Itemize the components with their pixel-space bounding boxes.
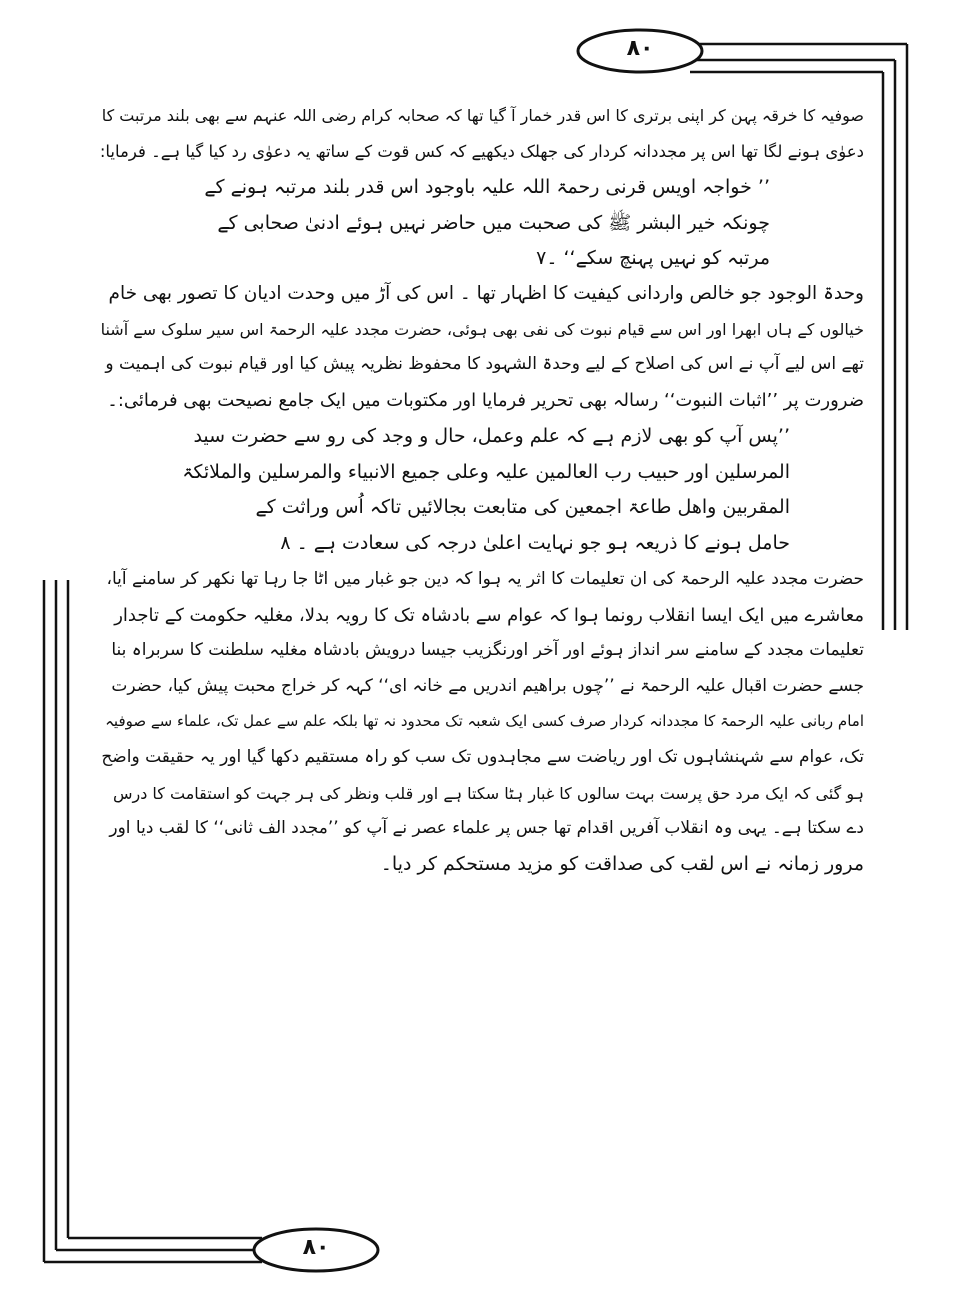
text-line: معاشرے میں ایک ایسا انقلاب رونما ہوا کہ عوام سے بادشاہ تک کا رویہ بدلا، مغلیہ حکومت کے تاجدار — [114, 604, 864, 626]
text-line: امام ربانی علیہ الرحمۃ کا مجددانہ کردار صرف کسی ایک شعبہ تک محدود نہ تھا بلکہ علم سے عمل تک، علماء سے صوفیہ — [105, 712, 864, 731]
page-number-top: ۸۰ — [626, 36, 654, 61]
text-line: مرور زمانہ نے اس لقب کی صداقت کو مزید مستحکم کر دیا۔ — [380, 852, 864, 875]
text-line: دعوٰی ہونے لگا تھا اس پر مجددانہ کردار کی جھلک دیکھیے کہ کس قوت کے ساتھ یہ دعوٰی رد کیا گیا ہے۔ فرمایا: — [100, 141, 864, 161]
text-line: تک، عوام سے شہنشاہوں تک اور ریاضت سے مجاہدوں تک سب کو راہ مستقیم دکھا گیا اور یہ حقیقت واضح — [101, 746, 864, 767]
quote-line: چونکہ خیر البشر ﷺ کی صحبت میں حاضر نہیں ہوئے ادنیٰ صحابی کے — [217, 211, 770, 234]
text-line: وحدۃ الوجود جو خالص واردانی کیفیت کا اظہار تھا ۔ اس کی آڑ میں وحدت ادیان کا تصور بھی خام — [108, 283, 864, 304]
quote-line: ’’پس آپ کو بھی لازم ہے کہ علم وعمل، حال و وجد کی رو سے حضرت سید — [193, 425, 790, 447]
text-line: جسے حضرت اقبال علیہ الرحمۃ نے ’’چوں براھیم اندریں مے خانہ ای‘‘ کہہ کر خراج محبت پیش کیا، حضرت — [111, 675, 864, 696]
text-line: ضرورت پر ’’اثبات النبوت‘‘ رسالہ بھی تحریر فرمایا اور مکتوبات میں ایک جامع نصیحت بھی فرمائی:۔ — [107, 389, 864, 411]
quote-line: المقربین واھل طاعۃ اجمعین کی متابعت بجالائیں تاکہ اُس وراثت کے — [255, 496, 790, 519]
text-line: دے سکتا ہے۔ یہی وہ انقلاب آفریں اقدام تھا جس پر علماء عصر نے آپ کو ’’مجدد الف ثانی‘‘ کا لقب دیا اور — [109, 818, 864, 839]
text-line: حضرت مجدد علیہ الرحمۃ کی ان تعلیمات کا اثر یہ ہوا کہ دین جو غبار میں اٹا جا رہا تھا نکھر کر سامنے آیا، — [106, 569, 864, 589]
text-line: تعلیمات مجدد کے سامنے سر انداز ہوئے اور آخر اورنگزیب جیسا درویش بادشاہ مغلیہ سلطنت کا سربراہ بنا — [111, 640, 864, 661]
quote-line: حامل ہونے کا ذریعہ ہو جو نہایت اعلیٰ درجہ کی سعادت ہے ۔ ۸ — [280, 531, 790, 554]
quote-line: ’’ خواجہ اویس قرنی رحمۃ اللہ علیہ باوجود اس قدر بلند مرتبہ ہونے کے — [204, 176, 770, 198]
text-line: صوفیہ کا خرقہ پہن کر اپنی برتری کا اس قدر خمار آ گیا تھا کہ صحابہ کرام رضی اللہ عنہم سے بھی بلند مرتبت کا — [101, 106, 864, 125]
page-number-bottom: ۸۰ — [302, 1235, 330, 1260]
quote-line: المرسلین اور حبیب رب العالمین علیہ وعلی جمیع الانبیاء والمرسلین والملائکۃ — [182, 460, 790, 483]
quote-line: مرتبہ کو نہیں پہنچ سکے‘‘ ۔۷ — [536, 247, 770, 270]
paragraph-intro — [100, 98, 864, 169]
text-line: تھے اس لیے آپ نے اس کی اصلاح کے لیے وحدۃ الشہود کا محفوظ نظریہ پیش کیا اور قیام نبوت کی اہمیت و — [105, 354, 864, 375]
text-line: ہو گئی کہ ایک مرد حق پرست بہت سالوں کا غبار ہٹا سکتا ہے اور قلب ونظر کی ہر جہت کو استقامت کا درس — [112, 783, 864, 803]
quote-block-1 — [170, 170, 770, 277]
text-line: خیالوں کے ہاں ابھرا اور اس سے قیام نبوت کی نفی بھی ہوئی، حضرت مجدد علیہ الرحمۃ اس سیر سلوک سے آشنا — [100, 319, 864, 339]
quote-block-2 — [170, 419, 790, 561]
paragraph-influence — [100, 562, 864, 882]
paragraph-wahdat — [100, 276, 864, 418]
